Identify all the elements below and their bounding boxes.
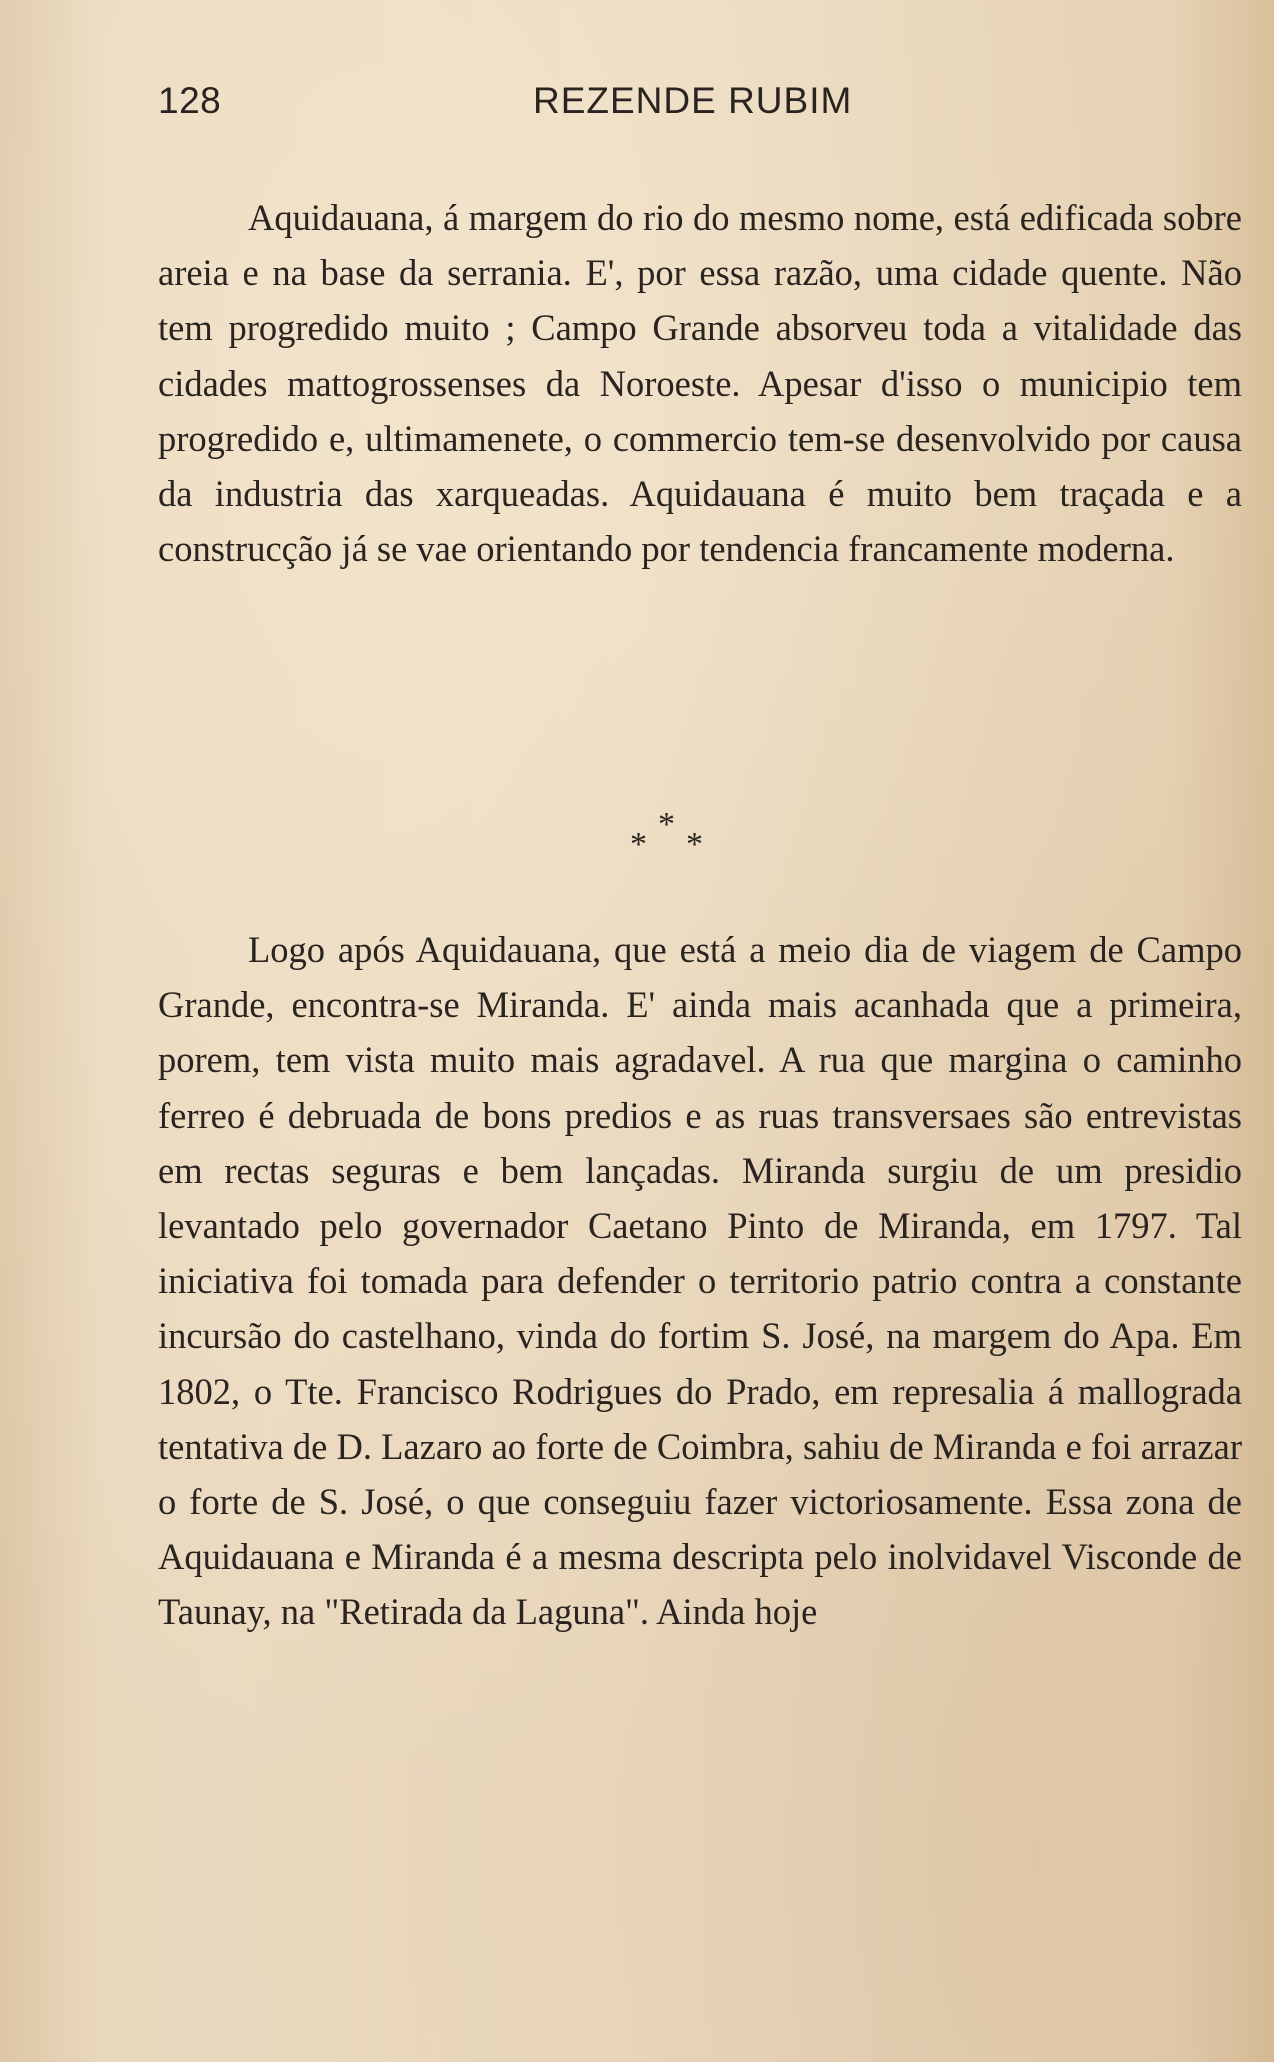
paragraph-miranda — [158, 922, 1242, 1640]
paragraph-text: Logo após Aquidauana, que está a meio dia de viagem de Campo Grande, encontra-se Miranda. E' ainda mais acanhada que a primeira, porem, tem vista muito mais agradavel. A rua que margina o caminho ferreo é debruada de bons predios e as ruas transversaes são entrevistas em rectas seguras e bem lançadas. Miranda surgiu de um presidio levantado pelo governador Caetano Pinto de Miranda, em 1797. Tal iniciativa foi tomada para defender o territorio patrio contra a constante incursão do castelhano, vinda do fortim S. José, na margem do Apa. Em 1802, o Tte. Francisco Rodrigues do Prado, em represalia á mallograda tentativa de D. Lazaro ao forte de Coimbra, sahiu de Miranda e foi arrazar o forte de S. José, o que conseguiu fazer victoriosamente. Essa zona de Aquidauana e Miranda é a mesma descripta pelo inolvidavel Visconde de Taunay, na "Retirada da Laguna". Ainda hoje — [158, 929, 1242, 1633]
page-header — [158, 80, 1242, 130]
asterisk-icon: * — [686, 826, 703, 863]
asterisk-icon: * — [658, 806, 675, 843]
asterism-separator — [630, 808, 710, 868]
paragraph-text: Aquidauana, á margem do rio do mesmo nome, está edificada sobre areia e na base da serrania. E', por essa razão, uma cidade quente. Não tem progredido muito ; Campo Grande absorveu toda a vitalidade das cidades mattogrossenses da Noroeste. Apesar d'isso o municipio tem progredido e, ultimamenete, o commercio tem-se desenvolvido por causa da industria das xarqueadas. Aquidauana é muito bem traçada e a construcção já se vae orientando por tendencia francamente moderna. — [158, 197, 1242, 570]
asterisk-icon: * — [630, 826, 647, 863]
running-title: REZENDE RUBIM — [533, 80, 853, 121]
paragraph-aquidauana — [158, 190, 1242, 576]
page-number: 128 — [158, 80, 222, 121]
